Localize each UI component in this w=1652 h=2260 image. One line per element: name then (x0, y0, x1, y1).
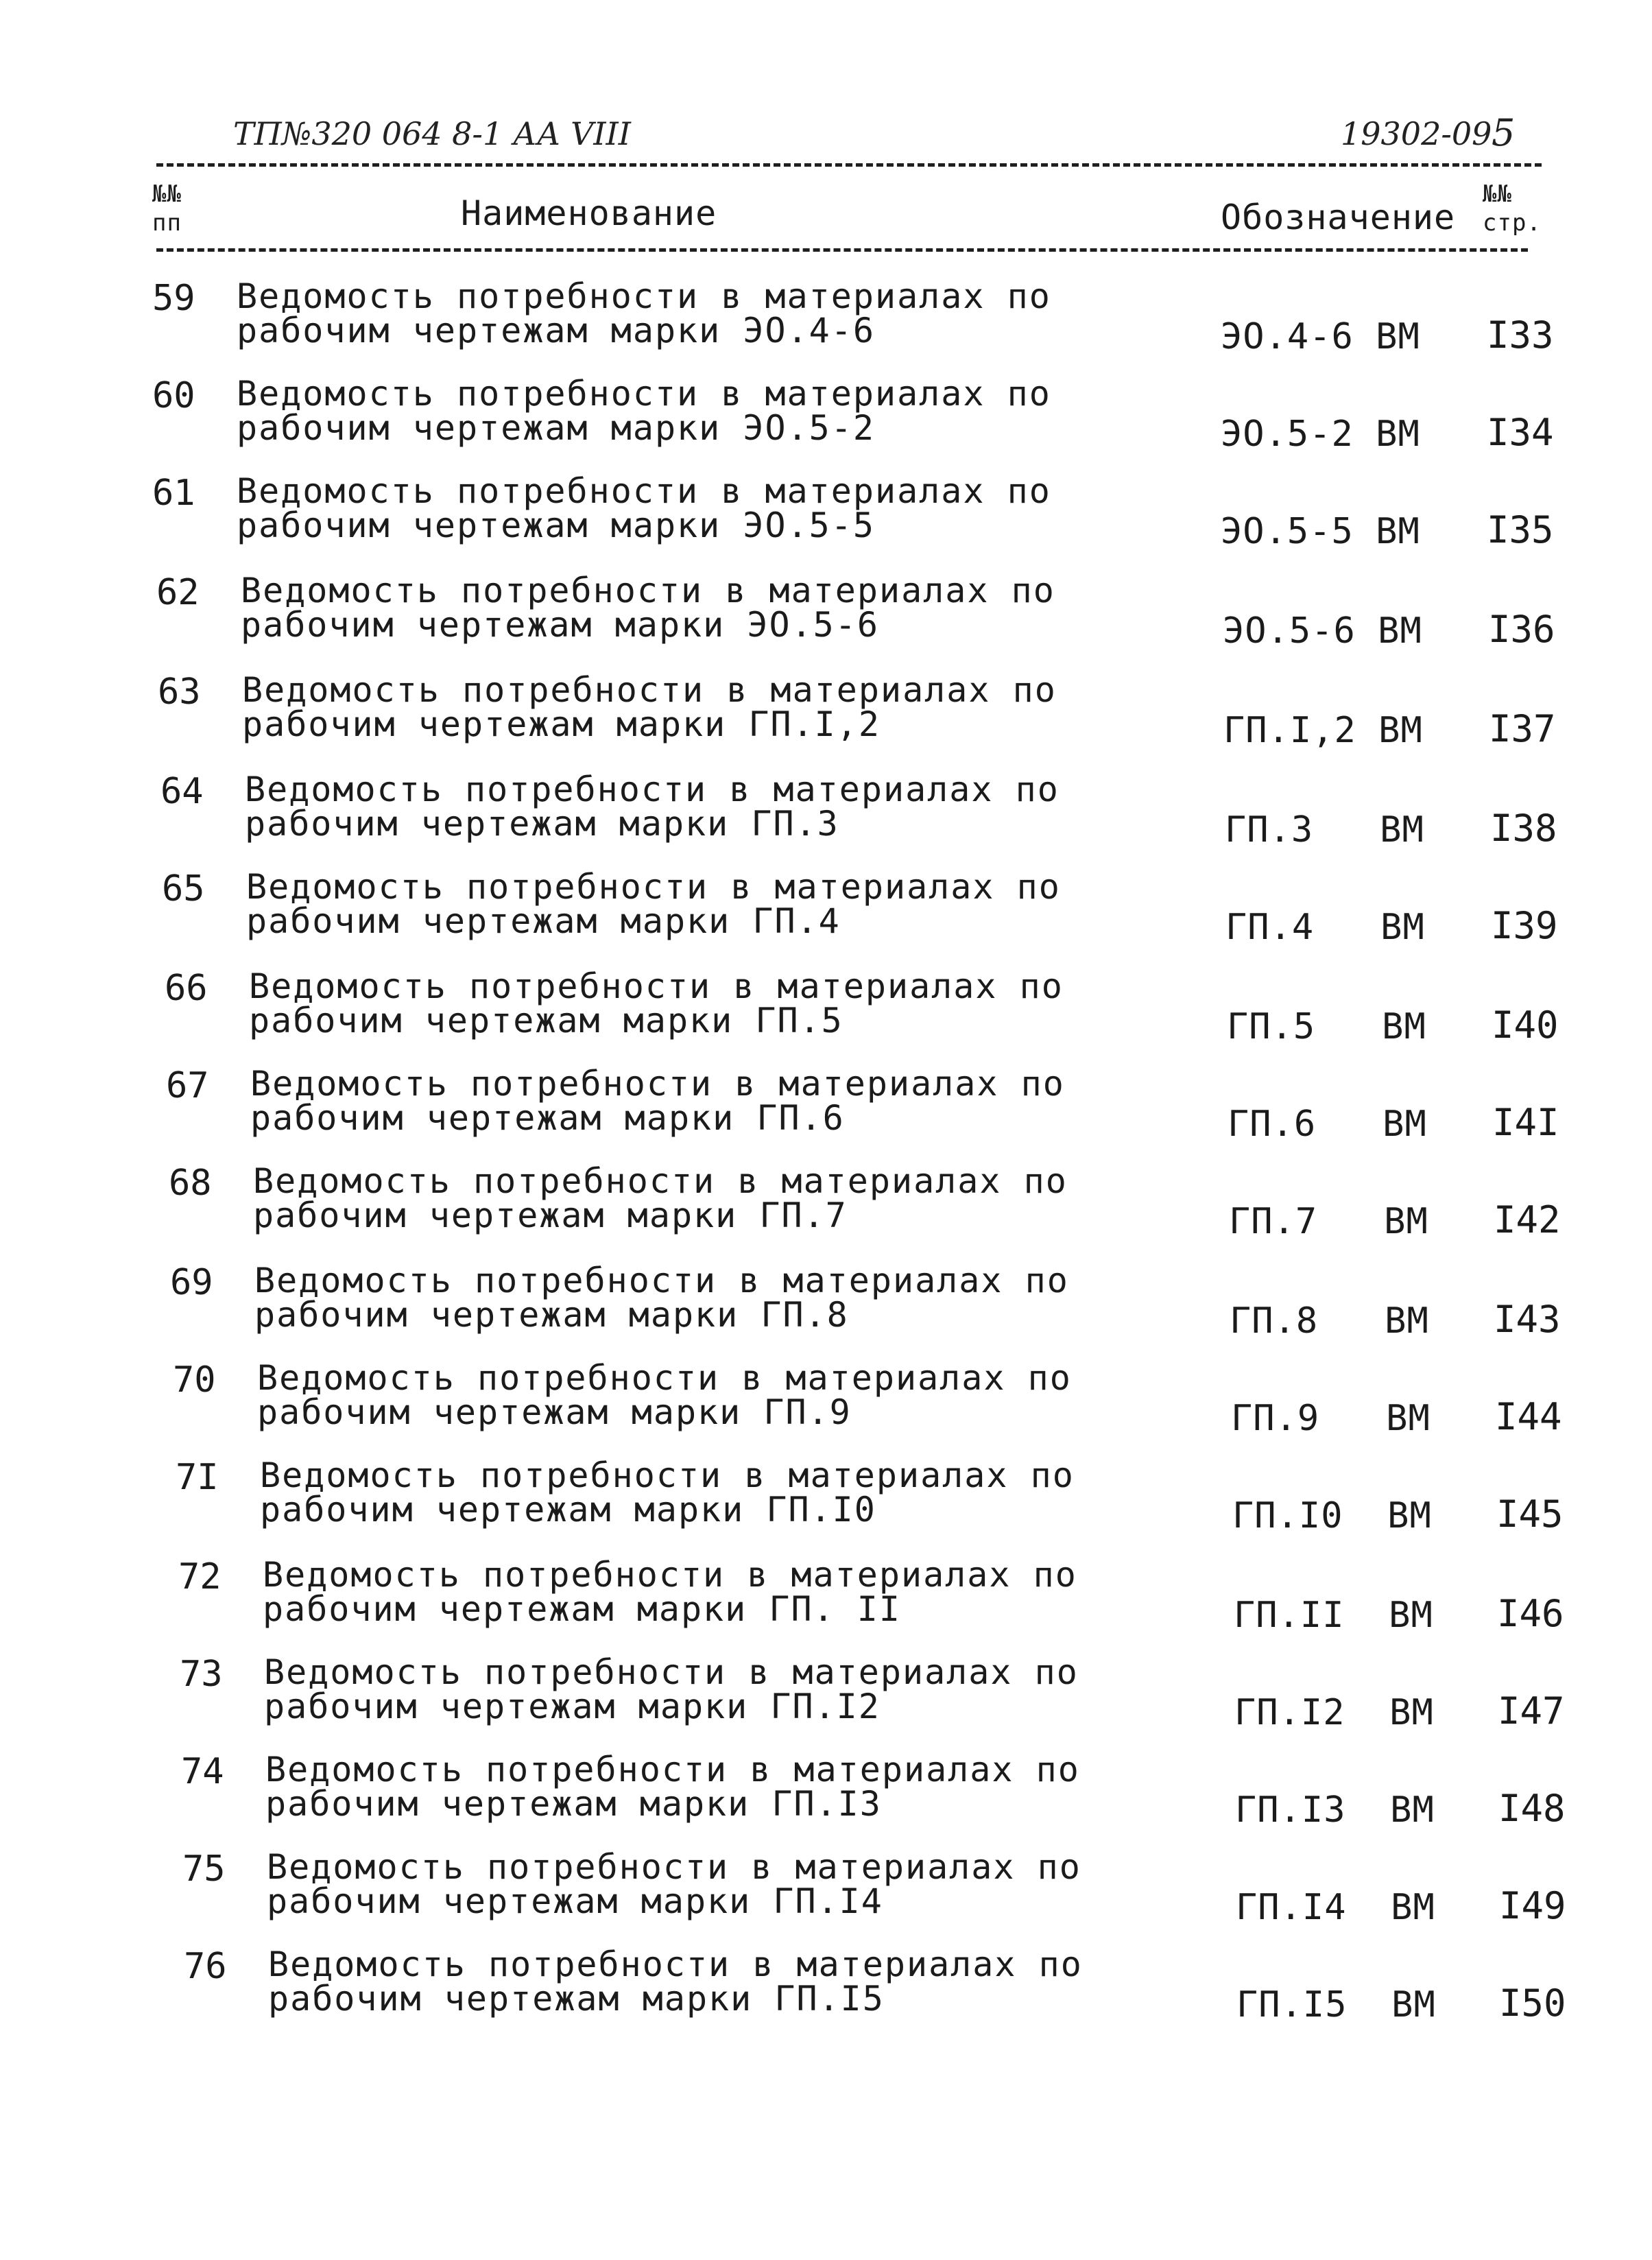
table-row (0, 671, 1652, 768)
table-row (0, 868, 1652, 964)
table-row (0, 1457, 1652, 1553)
row-number: 70 (173, 1359, 216, 1401)
column-header-name: Наименование (461, 193, 717, 233)
row-designation: ГП.I3 ВМ (1235, 1789, 1435, 1831)
row-title-line2: рабочим чертежам марки ГП.6 (250, 1098, 845, 1138)
row-title-line1: Ведомость потребности в материалах по (249, 966, 1064, 1006)
row-number: 68 (169, 1163, 212, 1204)
row-title-line1: Ведомость потребности в материалах по (245, 770, 1060, 809)
row-title-line1: Ведомость потребности в материалах по (242, 670, 1057, 710)
row-number: 65 (162, 868, 205, 909)
row-designation: ГП.I5 ВМ (1236, 1984, 1436, 2025)
row-title-line1: Ведомость потребности в материалах по (263, 1555, 1077, 1595)
row-designation: ГП.I,2 ВМ (1223, 710, 1423, 751)
table-row (0, 1654, 1652, 1750)
row-designation: ГП.I2 ВМ (1234, 1692, 1434, 1733)
row-page: I36 (1488, 608, 1555, 651)
row-page: I49 (1499, 1884, 1566, 1927)
table-row (0, 771, 1652, 867)
table-row (0, 278, 1652, 374)
row-designation: ГП.8 ВМ (1230, 1300, 1429, 1342)
row-number: 60 (152, 375, 195, 416)
row-designation: ЭО.5-5 ВМ (1221, 511, 1420, 552)
row-number: 64 (160, 771, 204, 812)
row-title-line1: Ведомость потребности в материалах по (237, 471, 1051, 511)
row-number: 63 (158, 671, 201, 713)
row-title-line2: рабочим чертежам марки ГП.I,2 (242, 704, 881, 744)
row-title-line2: рабочим чертежам марки ГП.9 (257, 1392, 852, 1432)
row-page: I50 (1499, 1982, 1566, 2025)
row-page: I37 (1489, 707, 1556, 750)
row-designation: ГП.9 ВМ (1231, 1398, 1430, 1439)
row-title-line1: Ведомость потребности в материалах по (257, 1358, 1072, 1398)
row-title-line2: рабочим чертежам марки ЭО.4-6 (237, 311, 875, 350)
table-row (0, 1359, 1652, 1455)
row-designation: ГП.3 ВМ (1225, 809, 1424, 851)
row-number: 76 (184, 1946, 227, 1987)
row-designation: ГП.6 ВМ (1228, 1104, 1427, 1145)
table-row (0, 1163, 1652, 1259)
row-designation: ГП.7 ВМ (1229, 1201, 1428, 1242)
row-designation: ГП.I4 ВМ (1236, 1887, 1435, 1928)
row-title-line1: Ведомость потребности в материалах по (237, 276, 1051, 316)
header-top-rule (156, 163, 1542, 167)
document-code: ТП№320 064 8-1 АА VIII (233, 115, 631, 152)
row-title-line2: рабочим чертежам марки ГП.I2 (264, 1687, 881, 1726)
row-title-line2: рабочим чертежам марки ГП.I5 (268, 1979, 885, 2019)
row-number: 75 (182, 1848, 226, 1890)
row-title-line2: рабочим чертежам марки ЭО.5-2 (237, 408, 875, 448)
row-title-line1: Ведомость потребности в материалах по (268, 1944, 1083, 1984)
column-header-number: №№ пп (152, 180, 182, 237)
row-page: I39 (1491, 904, 1558, 947)
archive-number: 19302-09 (1341, 115, 1492, 152)
row-title-line1: Ведомость потребности в материалах по (265, 1750, 1080, 1789)
row-title-line2: рабочим чертежам марки ГП.7 (253, 1196, 848, 1235)
row-number: 62 (156, 572, 200, 613)
row-title-line1: Ведомость потребности в материалах по (241, 571, 1055, 610)
table-row (0, 1065, 1652, 1161)
row-page: I44 (1495, 1395, 1562, 1438)
table-row (0, 375, 1652, 471)
row-title-line1: Ведомость потребности в материалах по (267, 1847, 1081, 1887)
header-bottom-rule (156, 248, 1528, 252)
row-title-line1: Ведомость потребности в материалах по (254, 1261, 1069, 1300)
row-title-line2: рабочим чертежам марки ЭО.5-5 (237, 505, 875, 545)
table-row (0, 1751, 1652, 1847)
table-row (0, 1946, 1652, 2042)
row-number: 73 (180, 1654, 223, 1695)
row-title-line2: рабочим чертежам марки ГП.3 (245, 804, 839, 844)
row-number: 69 (170, 1262, 213, 1303)
row-title-line1: Ведомость потребности в материалах по (260, 1455, 1075, 1495)
row-designation: ГП.II ВМ (1234, 1595, 1433, 1636)
row-title-line1: Ведомость потребности в материалах по (253, 1161, 1068, 1201)
table-row (0, 1556, 1652, 1652)
row-page: I35 (1487, 508, 1554, 551)
row-number: 59 (152, 278, 195, 319)
row-page: I34 (1487, 411, 1554, 454)
row-designation: ЭО.5-6 ВМ (1223, 610, 1422, 652)
row-number: 7I (176, 1457, 219, 1498)
row-number: 67 (166, 1065, 209, 1106)
row-designation: ЭО.5-2 ВМ (1221, 414, 1420, 455)
row-page: I48 (1498, 1787, 1566, 1830)
row-title-line1: Ведомость потребности в материалах по (250, 1064, 1065, 1104)
row-page: I46 (1497, 1592, 1564, 1635)
column-header-page: №№ стр. (1483, 180, 1542, 237)
row-page: I40 (1492, 1003, 1559, 1047)
table-row (0, 968, 1652, 1064)
page-number: 5 (1492, 111, 1516, 154)
row-designation: ЭО.4-6 ВМ (1221, 316, 1420, 357)
row-title-line1: Ведомость потребности в материалах по (264, 1652, 1079, 1692)
row-page: I47 (1498, 1689, 1565, 1733)
table-row (0, 473, 1652, 569)
row-number: 74 (181, 1751, 224, 1792)
row-page: I4I (1492, 1101, 1559, 1144)
row-designation: ГП.4 ВМ (1225, 907, 1425, 948)
row-number: 61 (152, 473, 195, 514)
table-row (0, 1262, 1652, 1358)
row-page: I43 (1494, 1298, 1561, 1341)
row-number: 66 (165, 968, 208, 1009)
row-title-line1: Ведомость потребности в материалах по (246, 867, 1061, 907)
row-title-line2: рабочим чертежам марки ЭО.5-6 (241, 605, 879, 645)
table-row (0, 1848, 1652, 1944)
row-title-line2: рабочим чертежам марки ГП.4 (246, 901, 841, 941)
row-page: I42 (1494, 1198, 1561, 1241)
row-title-line2: рабочим чертежам марки ГП.I3 (265, 1784, 882, 1824)
row-number: 72 (178, 1556, 222, 1597)
column-header-designation: Обозначение (1221, 198, 1456, 237)
row-page: I38 (1490, 807, 1557, 850)
row-title-line2: рабочим чертежам марки ГП.8 (254, 1295, 849, 1335)
table-row (0, 572, 1652, 668)
row-title-line1: Ведомость потребности в материалах по (237, 374, 1051, 414)
row-title-line2: рабочим чертежам марки ГП.I0 (260, 1490, 876, 1530)
row-page: I33 (1487, 313, 1554, 357)
row-designation: ГП.I0 ВМ (1232, 1495, 1432, 1536)
row-title-line2: рабочим чертежам марки ГП.I4 (267, 1881, 883, 1921)
row-designation: ГП.5 ВМ (1227, 1006, 1426, 1047)
row-title-line2: рабочим чертежам марки ГП.5 (249, 1001, 843, 1040)
row-title-line2: рабочим чертежам марки ГП. II (263, 1589, 901, 1629)
row-page: I45 (1496, 1492, 1564, 1536)
